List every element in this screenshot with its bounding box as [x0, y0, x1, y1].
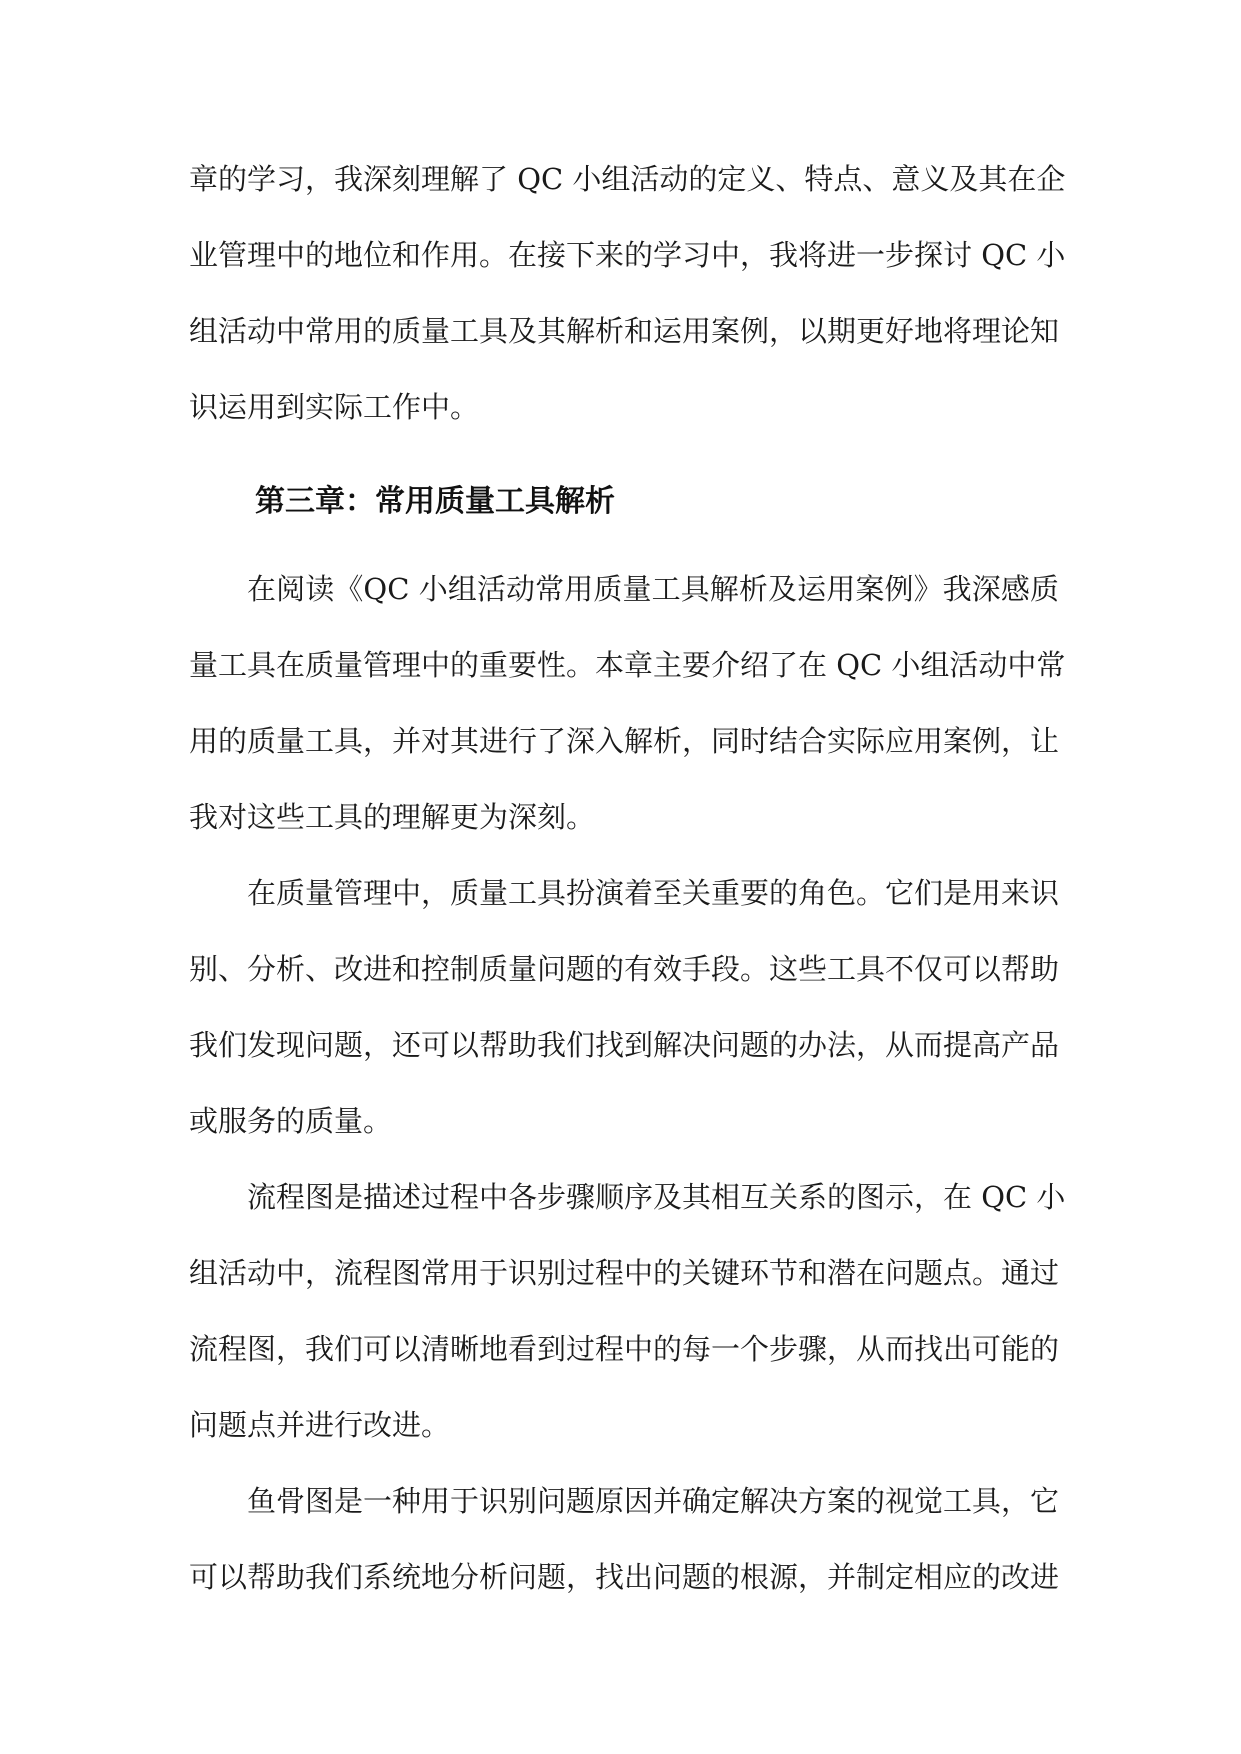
text-line: 我对这些工具的理解更为深刻。 [189, 800, 596, 834]
paragraph-fishbone [189, 1463, 1059, 1615]
text-line: 章的学习，我深刻理解了 QC 小组活动的定义、特点、意义及其在企 [189, 162, 1066, 196]
text-line: 流程图，我们可以清晰地看到过程中的每一个步骤，从而找出可能的 [189, 1332, 1060, 1366]
text-line: 量工具在质量管理中的重要性。本章主要介绍了在 QC 小组活动中常 [189, 648, 1066, 682]
text-line: 用的质量工具，并对其进行了深入解析，同时结合实际应用案例，让 [189, 724, 1060, 758]
chapter-heading: 第三章：常用质量工具解析 [255, 484, 615, 519]
intro-paragraph [189, 141, 1066, 445]
text-line: 鱼骨图是一种用于识别问题原因并确定解决方案的视觉工具，它 [247, 1484, 1060, 1518]
paragraph-flowchart [189, 1159, 1066, 1463]
paragraph-quality-tools-role [189, 855, 1059, 1159]
text-line: 或服务的质量。 [189, 1104, 393, 1138]
text-line: 业管理中的地位和作用。在接下来的学习中，我将进一步探讨 QC 小 [189, 238, 1066, 272]
text-line: 我们发现问题，还可以帮助我们找到解决问题的办法，从而提高产品 [189, 1028, 1060, 1062]
text-line: 在质量管理中，质量工具扮演着至关重要的角色。它们是用来识 [247, 876, 1060, 910]
paragraph-reading [189, 551, 1066, 855]
text-line: 在阅读《QC 小组活动常用质量工具解析及运用案例》我深感质 [247, 572, 1059, 606]
document-body [189, 141, 1066, 1615]
text-line: 问题点并进行改进。 [189, 1408, 451, 1442]
text-line: 组活动中常用的质量工具及其解析和运用案例，以期更好地将理论知 [189, 314, 1060, 348]
text-line: 组活动中，流程图常用于识别过程中的关键环节和潜在问题点。通过 [189, 1256, 1060, 1290]
text-line: 别、分析、改进和控制质量问题的有效手段。这些工具不仅可以帮助 [189, 952, 1060, 986]
text-line: 流程图是描述过程中各步骤顺序及其相互关系的图示，在 QC 小 [247, 1180, 1066, 1214]
text-line: 可以帮助我们系统地分析问题，找出问题的根源，并制定相应的改进 [189, 1560, 1060, 1594]
text-line: 识运用到实际工作中。 [189, 390, 480, 424]
